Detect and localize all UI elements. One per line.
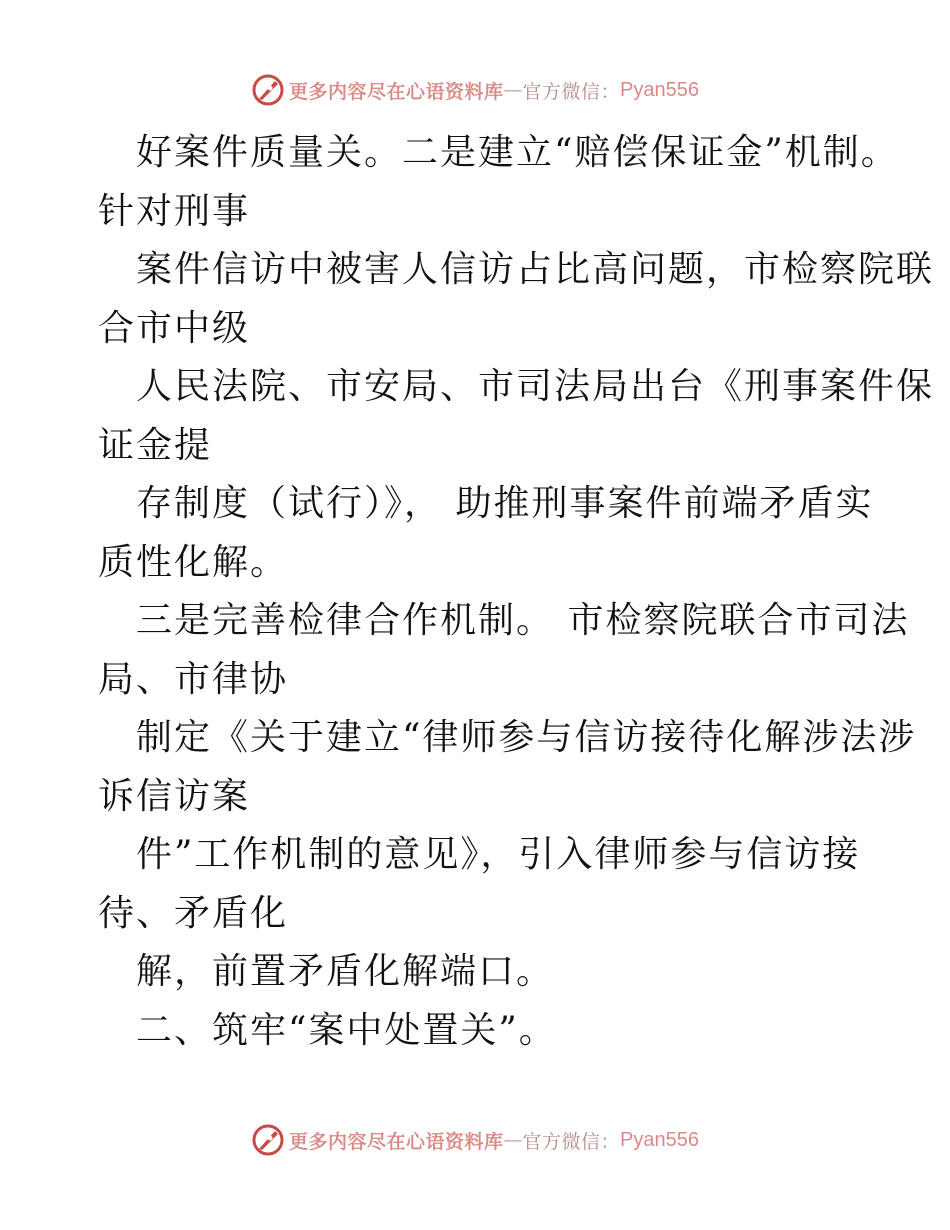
text-line: 制定《关于建立“律师参与信访接待化解涉法涉 [136, 717, 917, 758]
text-line: 质性化解。 [98, 541, 289, 583]
banner-wechat-id: Pyan556 [620, 1128, 699, 1151]
footer-watermark-banner [0, 1120, 950, 1160]
text-line: 二、筑牢“案中处置关”。 [136, 1009, 557, 1051]
banner-dash: — [503, 79, 523, 101]
header-watermark-banner [0, 70, 950, 110]
text-line: 针对刑事 [98, 190, 251, 232]
document-body [98, 124, 935, 1060]
banner-wechat-id: Pyan556 [620, 78, 699, 101]
banner-dash: — [503, 1129, 523, 1151]
text-line: 合市中级 [98, 307, 251, 349]
text-line: 解，前置矛盾化解端口。 [136, 951, 555, 992]
text-line: 待、矛盾化 [98, 892, 289, 934]
text-line: 局、市律协 [98, 658, 289, 700]
text-line: 好案件质量关。二是建立“赔偿保证金”机制。 [136, 132, 899, 173]
text-line: 三是完善检律合作机制。 市检察院联合市司法 [136, 600, 910, 641]
text-line: 案件信访中被害人信访占比高问题，市检察院联 [136, 249, 935, 290]
text-line: 诉信访案 [98, 775, 251, 817]
text-line: 证金提 [98, 424, 213, 466]
text-line: 件”工作机制的意见》，引入律师参与信访接 [136, 834, 861, 875]
text-line: 人民法院、市安局、市司法局出台《刑事案件保 [136, 366, 935, 407]
quill-logo-icon [251, 73, 285, 107]
banner-official-label: 官方微信： [522, 80, 621, 103]
banner-main-text: 更多内容尽在心语资料库 [289, 80, 504, 103]
text-line: 存制度（试行）》， 助推刑事案件前端矛盾实 [136, 483, 874, 524]
quill-logo-icon [251, 1123, 285, 1157]
banner-main-text: 更多内容尽在心语资料库 [289, 1130, 504, 1153]
banner-official-label: 官方微信： [522, 1130, 621, 1153]
